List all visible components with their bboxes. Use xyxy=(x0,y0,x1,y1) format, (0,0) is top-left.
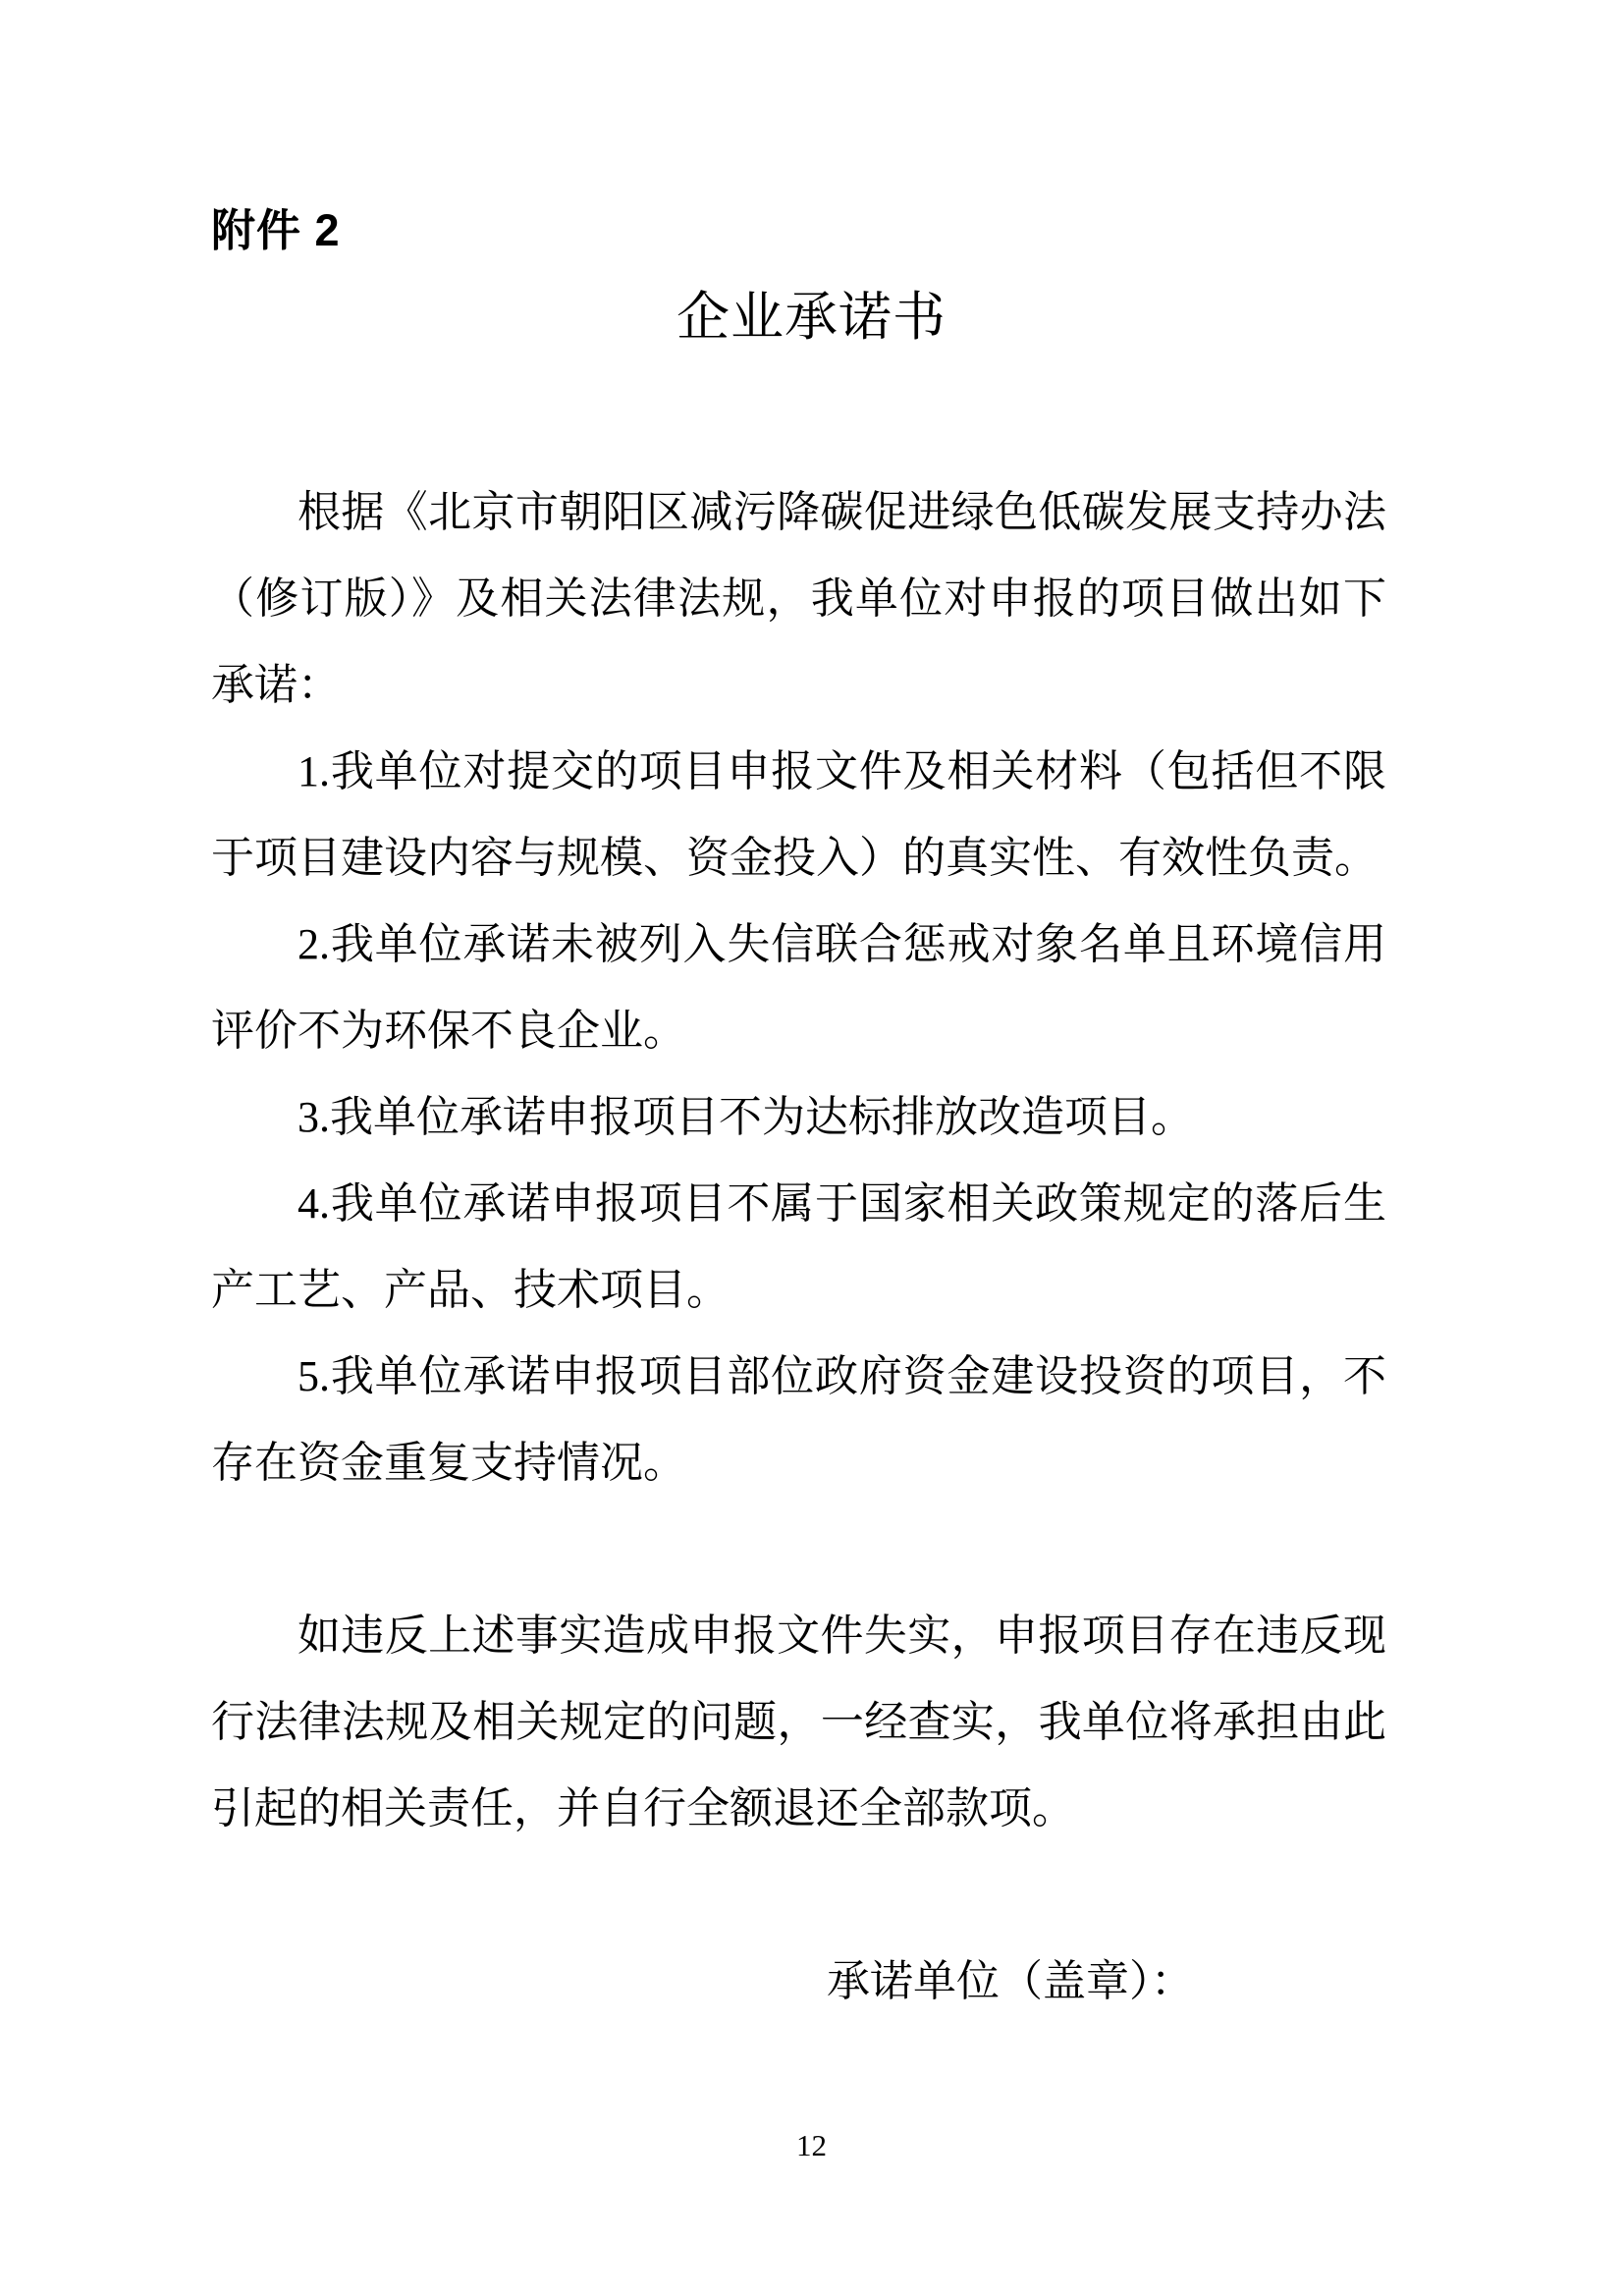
attachment-label: 附件 2 xyxy=(211,205,341,255)
paragraph-closing xyxy=(211,1593,1386,1852)
document-body xyxy=(211,469,1386,2025)
body-line: 如违反上述事实造成申报文件失实，申报项目存在违反现 xyxy=(298,1612,1386,1660)
paragraph-item-3 xyxy=(211,1074,1386,1161)
paragraph-item-1 xyxy=(211,729,1386,902)
paragraph-item-2 xyxy=(211,902,1386,1074)
blank-line xyxy=(211,1506,1386,1593)
body-line: 产工艺、产品、技术项目。 xyxy=(211,1266,730,1314)
blank-line xyxy=(211,1852,1386,1939)
body-line: 4.我单位承诺申报项目不属于国家相关政策规定的落后生 xyxy=(298,1179,1386,1228)
body-line: 2.我单位承诺未被列入失信联合惩戒对象名单且环境信用 xyxy=(298,920,1386,968)
body-line: 存在资金重复支持情况。 xyxy=(211,1439,686,1487)
paragraph-item-4 xyxy=(211,1161,1386,1334)
body-line: 根据《北京市朝阳区减污降碳促进绿色低碳发展支持办法 xyxy=(298,488,1386,536)
paragraph-intro xyxy=(211,469,1386,729)
body-line: 行法律法规及相关规定的问题，一经查实，我单位将承担由此 xyxy=(211,1698,1386,1746)
signature-line: 承诺单位（盖章）： xyxy=(827,1957,1194,2005)
paragraph-item-5 xyxy=(211,1334,1386,1506)
body-line: 承诺： xyxy=(211,661,341,709)
body-line: 于项目建设内容与规模、资金投入）的真实性、有效性负责。 xyxy=(211,834,1378,882)
body-line: 3.我单位承诺申报项目不为达标排放改造项目。 xyxy=(298,1093,1194,1141)
body-line: 5.我单位承诺申报项目部位政府资金建设投资的项目，不 xyxy=(298,1352,1386,1400)
body-line: 1.我单位对提交的项目申报文件及相关材料（包括但不限 xyxy=(298,747,1386,795)
body-line: （修订版）》及相关法律法规，我单位对申报的项目做出如下 xyxy=(211,574,1386,623)
document-title: 企业承诺书 xyxy=(676,288,947,347)
page-number: 12 xyxy=(796,2128,827,2162)
body-line: 评价不为环保不良企业。 xyxy=(211,1007,686,1055)
body-line: 引起的相关责任，并自行全额退还全部款项。 xyxy=(211,1784,1075,1832)
